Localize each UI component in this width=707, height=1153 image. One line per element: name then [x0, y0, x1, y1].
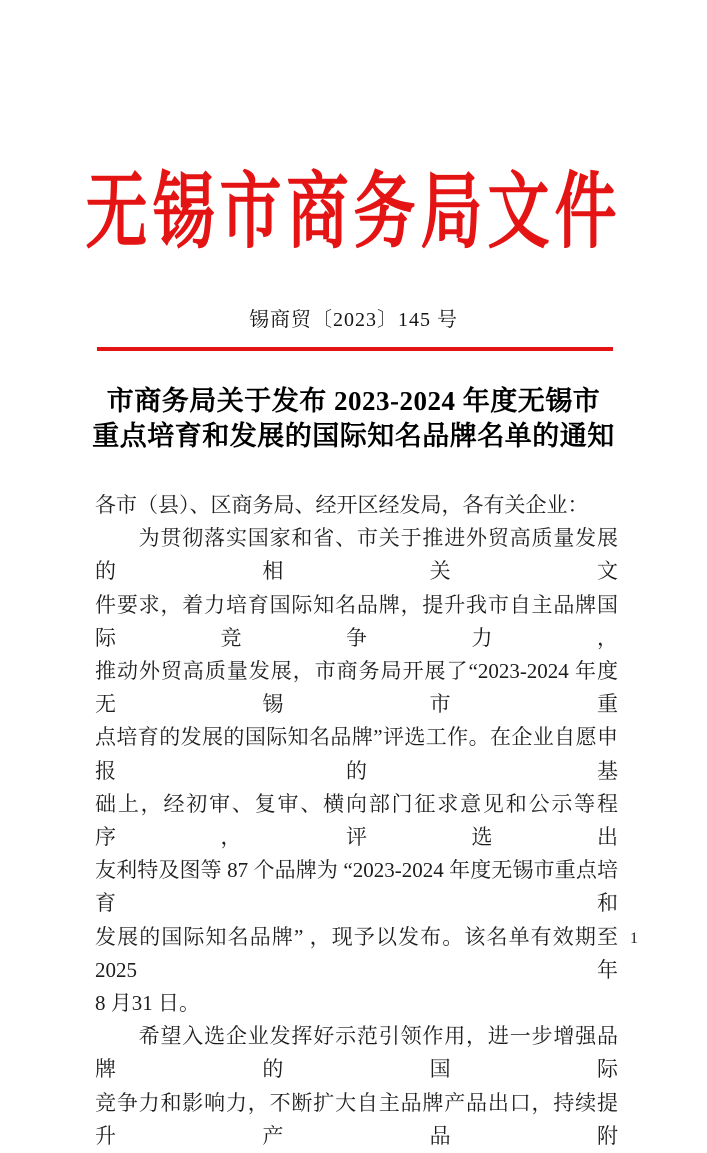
body-line: 竞争力和影响力，不断扩大自主品牌产品出口，持续提升产品附: [95, 1090, 618, 1148]
body-line: 发展的国际知名品牌” ，现予以发布。该名单有效期至 2025 年: [95, 924, 618, 982]
body-line: 点培育的发展的国际知名品牌”评选工作。在企业自愿申报的基: [95, 725, 618, 783]
page-number: 1: [630, 930, 638, 947]
body-line: 友利特及图等 87 个品牌为 “2023-2024 年度无锡市重点培育和: [95, 858, 618, 916]
title-line: 市商务局关于发布 2023-2024 年度无锡市: [106, 386, 601, 416]
body-line: 希望入选企业发挥好示范引领作用，进一步增强品牌的国际: [95, 1024, 618, 1082]
red-separator-line: [97, 347, 613, 351]
document-title: [0, 384, 707, 454]
agency-banner-title: 无锡市商务局文件: [85, 167, 622, 259]
body-line: 件要求，着力培育国际知名品牌，提升我市自主品牌国际竞争力，: [95, 592, 618, 650]
body-line: 8 月31 日。: [95, 991, 200, 1016]
document-number: 锡商贸〔2023〕145 号: [249, 309, 458, 331]
document-body: [95, 489, 618, 1153]
title-line: 重点培育和发展的国际知名品牌名单的通知: [92, 421, 615, 451]
body-line: 础上，经初审、复审、横向部门征求意见和公示等程序，评选出: [95, 791, 618, 850]
body-line: 各市（县）、区商务局、经开区经发局，各有关企业：: [95, 493, 589, 517]
body-line: 推动外贸高质量发展，市商务局开展了“2023-2024 年度无锡市重: [95, 659, 618, 717]
body-line: 为贯彻落实国家和省、市关于推进外贸高质量发展的相关文: [95, 526, 618, 584]
